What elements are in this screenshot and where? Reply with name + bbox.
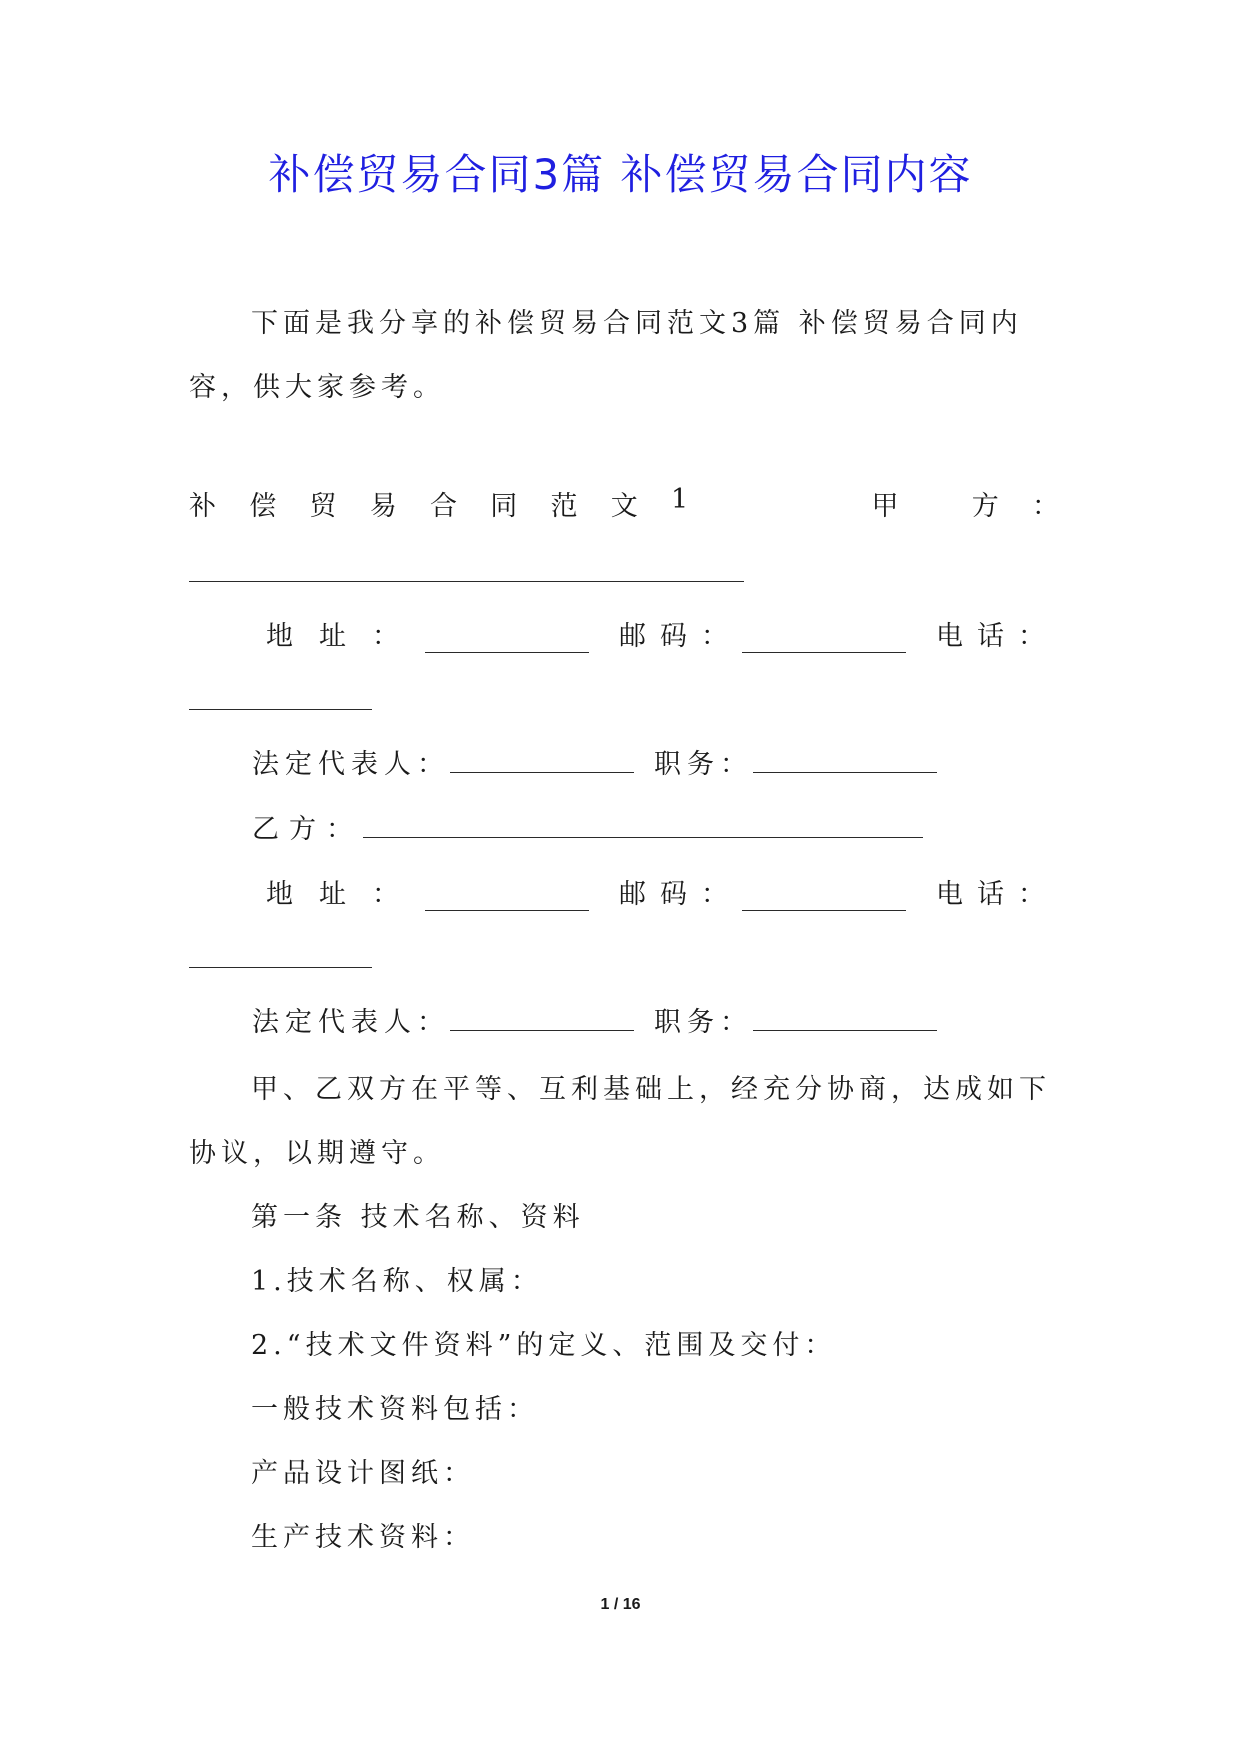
postcode-label: 邮码： xyxy=(619,879,742,910)
party-b-name-blank xyxy=(363,821,923,838)
position-label: 职务： xyxy=(654,749,753,780)
heading-char: 合 xyxy=(430,491,457,522)
postcode-blank xyxy=(742,636,906,653)
postcode-blank xyxy=(742,894,906,911)
heading-char: 补 xyxy=(189,491,216,522)
intro-paragraph: 下面是我分享的补偿贸易合同范文3篇 补偿贸易合同内容，供大家参考。 xyxy=(189,308,1023,403)
address-label: 地址： xyxy=(266,621,425,652)
address-label: 地址： xyxy=(266,879,425,910)
heading-char: 甲 xyxy=(871,491,899,522)
heading-char: ： xyxy=(1031,491,1059,522)
party-a-name-blank xyxy=(189,580,744,582)
address-blank xyxy=(425,894,589,911)
position-blank xyxy=(753,1014,937,1031)
heading-char: 范 xyxy=(550,491,578,522)
address-blank xyxy=(425,636,589,653)
heading-char: 易 xyxy=(369,491,397,522)
article1-item1: 1.技术名称、权属： xyxy=(251,1266,543,1297)
legal-rep-blank xyxy=(450,756,634,773)
heading-char: 贸 xyxy=(309,491,337,522)
agreement-paragraph: 甲、乙双方在平等、互利基础上，经充分协商，达成如下协议，以期遵守。 xyxy=(189,1074,1051,1169)
phone-label: 电话： xyxy=(936,621,1059,652)
document-title: 补偿贸易合同3篇 补偿贸易合同内容 xyxy=(268,150,973,199)
heading-char: 同 xyxy=(490,491,518,522)
section1-heading xyxy=(189,484,1059,523)
heading-char: 偿 xyxy=(249,491,277,522)
party-b-rep-row xyxy=(252,1000,937,1039)
position-label: 职务： xyxy=(654,1007,753,1038)
postcode-label: 邮码： xyxy=(619,621,742,652)
phone-label: 电话： xyxy=(936,879,1059,910)
legal-rep-label: 法定代表人： xyxy=(252,749,450,780)
article1-item2: 2.“技术文件资料”的定义、范围及交付： xyxy=(251,1330,837,1361)
party-b-contact-row xyxy=(266,872,1059,911)
production-docs-line: 生产技术资料： xyxy=(251,1522,475,1553)
position-blank xyxy=(753,756,937,773)
legal-rep-blank xyxy=(450,1014,634,1031)
heading-char: 1 xyxy=(671,484,689,515)
party-b-label: 乙方： xyxy=(252,814,363,845)
heading-char: 方 xyxy=(971,491,999,522)
phone-blank xyxy=(189,966,372,968)
party-b-row xyxy=(252,807,923,846)
product-drawings-line: 产品设计图纸： xyxy=(251,1458,475,1489)
page-indicator: 1 / 16 xyxy=(600,1596,641,1613)
phone-blank xyxy=(189,708,372,710)
article1-title: 第一条 技术名称、资料 xyxy=(251,1202,585,1233)
party-a-contact-row xyxy=(266,614,1059,653)
general-docs-line: 一般技术资料包括： xyxy=(251,1394,539,1425)
legal-rep-label: 法定代表人： xyxy=(252,1007,450,1038)
heading-char: 文 xyxy=(610,491,638,522)
party-a-rep-row xyxy=(252,742,937,781)
